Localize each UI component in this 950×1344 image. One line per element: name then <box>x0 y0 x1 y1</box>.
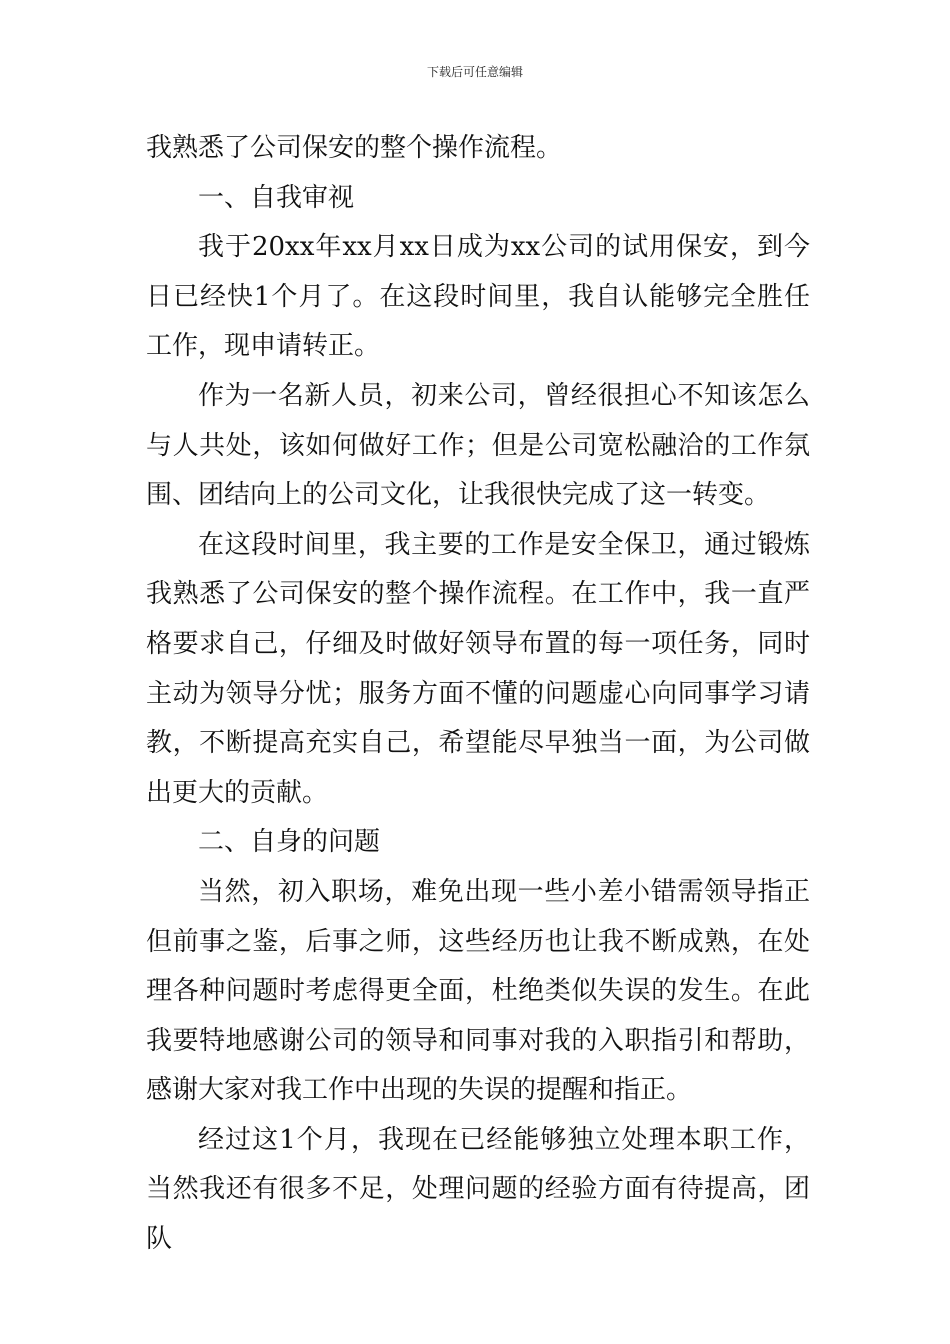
paragraph-main-work: 在这段时间里，我主要的工作是安全保卫，通过锻炼我熟悉了公司保安的整个操作流程。在工作中，我一直严格要求自己，仔细及时做好领导布置的每一项任务，同时主动为领导分忧；服务方面不懂的问题虚心向同事学习请教，不断提高充实自己，希望能尽早独当一面，为公司做出更大的贡献。 <box>146 529 810 808</box>
page-header: 下载后可任意编辑 <box>426 65 523 79</box>
paragraph-new-employee: 作为一名新人员，初来公司，曾经很担心不知该怎么与人共处，该如何做好工作；但是公司宽松融洽的工作氛围、团结向上的公司文化，让我很快完成了这一转变。 <box>146 380 810 511</box>
section-heading-own-problems: 二、自身的问题 <box>198 827 381 858</box>
document-body <box>146 124 810 1265</box>
paragraph-continuation: 我熟悉了公司保安的整个操作流程。 <box>146 133 563 163</box>
paragraph-mistakes: 当然，初入职场，难免出现一些小差小错需领导指正但前事之鉴，后事之师，这些经历也让我不断成熟，在处理各种问题时考虑得更全面，杜绝类似失误的发生。在此我要特地感谢公司的领导和同事对我的入职指引和帮助，感谢大家对我工作中出现的失误的提醒和指正。 <box>146 876 810 1106</box>
paragraph-intro: 我于20xx年xx月xx日成为xx公司的试用保安，到今日已经快1个月了。在这段时间里，我自认能够完全胜任工作，现申请转正。 <box>146 232 810 362</box>
paragraph-after-one-month: 经过这1个月，我现在已经能够独立处理本职工作，当然我还有很多不足，处理问题的经验方面有待提高，团队 <box>146 1124 810 1255</box>
section-heading-self-review: 一、自我审视 <box>198 182 355 213</box>
